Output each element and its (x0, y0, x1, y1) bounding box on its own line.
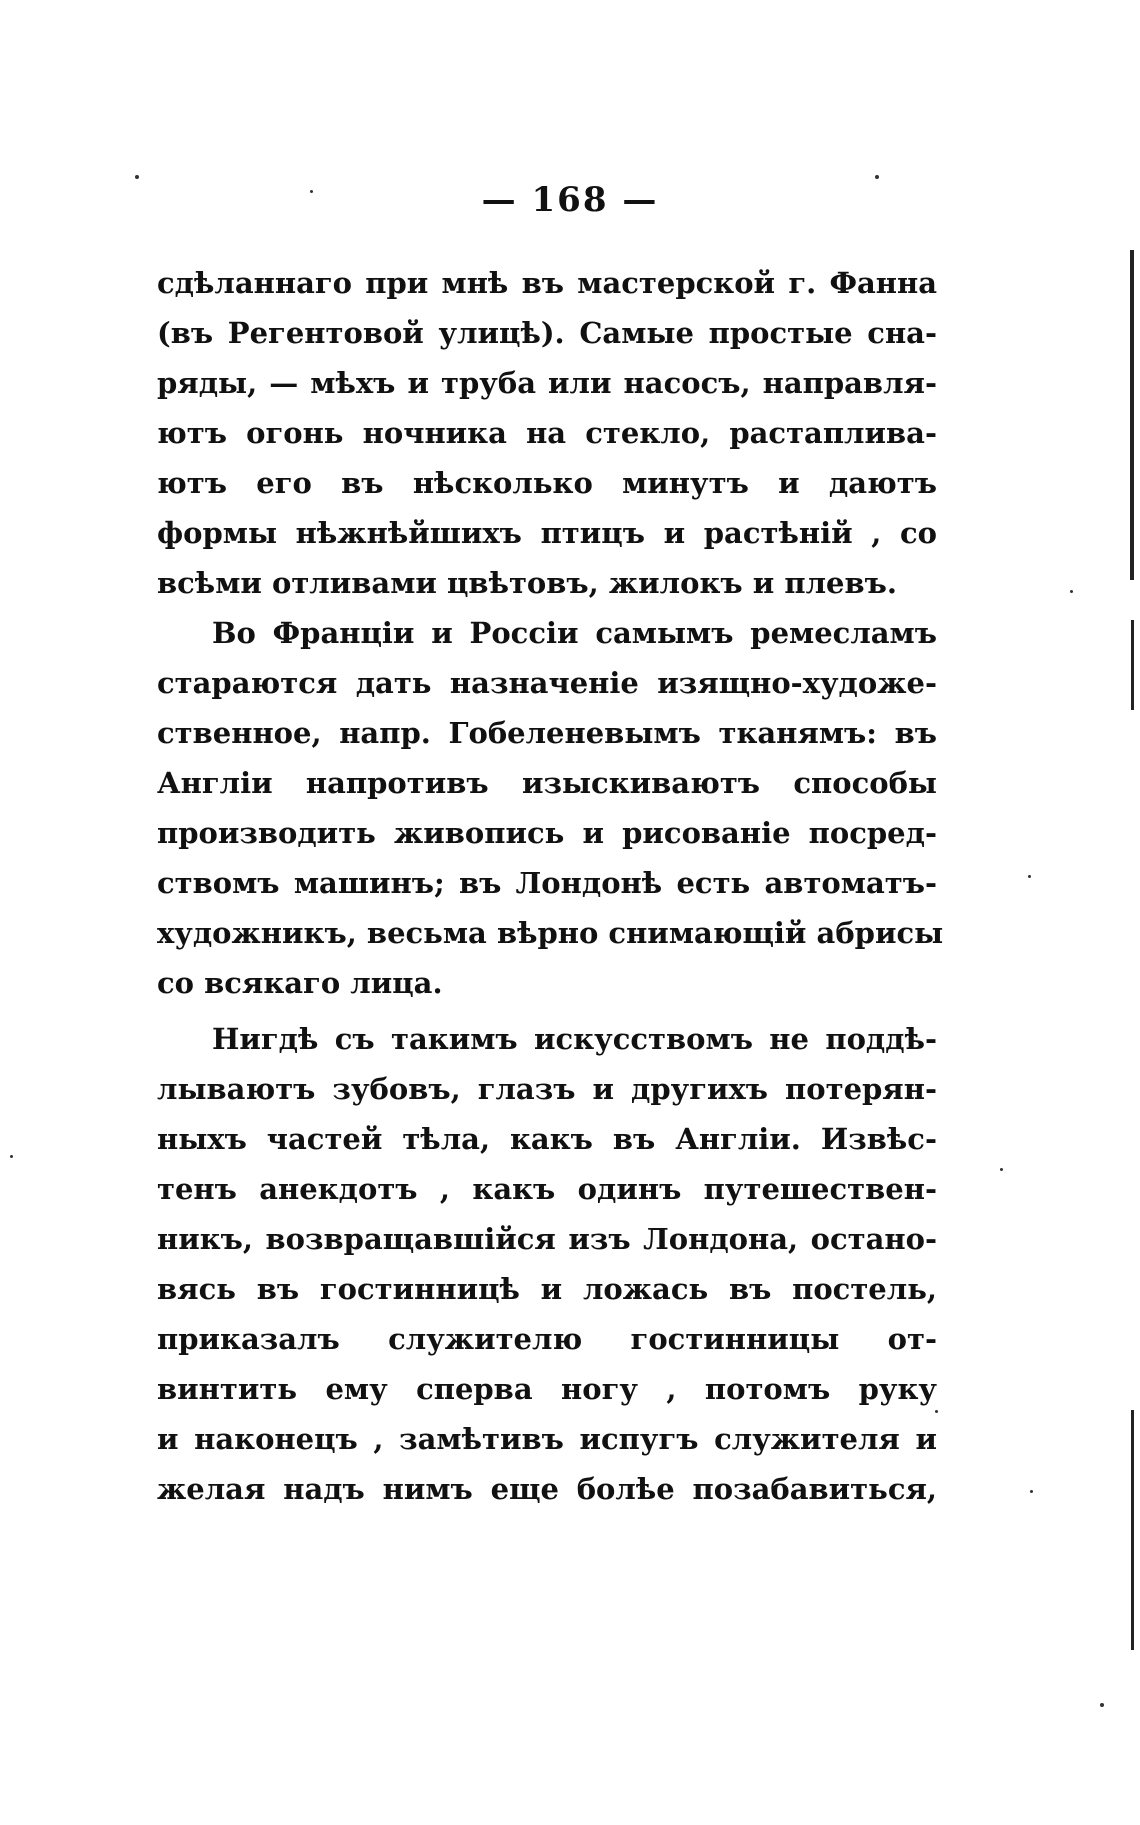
text-line: ствомъ машинъ; въ Лондонѣ есть автоматъ- (157, 866, 937, 900)
text-line: никъ, возвращавшійся изъ Лондона, остано- (157, 1222, 937, 1256)
text-line: желая надъ нимъ еще болѣе позабавиться, (157, 1472, 937, 1506)
text-line: художникъ, весьма вѣрно снимающій абрисы (157, 916, 944, 950)
scan-speck (1028, 875, 1031, 878)
scan-speck (10, 1155, 13, 1158)
text-line: со всякаго лица. (157, 966, 443, 1000)
scan-speck (935, 1410, 938, 1413)
text-line: всѣми отливами цвѣтовъ, жилокъ и плевъ. (157, 566, 897, 600)
text-line: формы нѣжнѣйшихъ птицъ и растѣній , со (157, 516, 937, 550)
text-line: ныхъ частей тѣла, какъ въ Англіи. Извѣс- (157, 1122, 937, 1156)
scan-edge-mark (1131, 620, 1134, 710)
text-line: сдѣланнаго при мнѣ въ мастерской г. Фанна (157, 266, 937, 300)
text-line: винтить ему сперва ногу , потомъ руку (157, 1372, 937, 1406)
scan-speck (1070, 590, 1073, 593)
text-line: лываютъ зубовъ, глазъ и другихъ потерян- (157, 1072, 937, 1106)
text-line: ютъ огонь ночника на стекло, растапливa- (157, 416, 937, 450)
page-number: — 168 — (481, 180, 659, 220)
text-line: тенъ анекдотъ , какъ одинъ путешествен- (157, 1172, 937, 1206)
scan-speck (310, 190, 313, 193)
text-line: ряды, — мѣхъ и труба или насосъ, направля- (157, 366, 937, 400)
text-line: Во Франціи и Россіи самымъ ремесламъ (212, 616, 937, 650)
scan-speck (1000, 1168, 1003, 1171)
text-line: Англіи напротивъ изыскиваютъ способы (157, 766, 937, 800)
scan-edge-mark (1131, 1410, 1134, 1650)
scan-edge-mark (1130, 250, 1134, 580)
scan-speck (1100, 1703, 1104, 1707)
text-line: и наконецъ , замѣтивъ испугъ служителя и (157, 1422, 937, 1456)
text-line: стараются дать назначеніе изящно-художе- (157, 666, 937, 700)
scan-speck (875, 175, 879, 179)
text-line: ютъ его въ нѣсколько минутъ и даютъ (157, 466, 937, 500)
text-line: (въ Регентовой улицѣ). Самые простые сна- (157, 316, 937, 350)
text-line: приказалъ служителю гостинницы от- (157, 1322, 937, 1356)
scan-speck (135, 175, 139, 179)
body-text (157, 258, 944, 1514)
text-line: Нигдѣ съ такимъ искусствомъ не поддѣ- (212, 1022, 937, 1056)
text-line: ственное, напр. Гобеленевымъ тканямъ: въ (157, 716, 937, 750)
text-line: вясь въ гостинницѣ и ложась въ постель, (157, 1272, 937, 1306)
text-line: производить живопись и рисованіе посред- (157, 816, 937, 850)
scan-speck (1030, 1490, 1033, 1493)
